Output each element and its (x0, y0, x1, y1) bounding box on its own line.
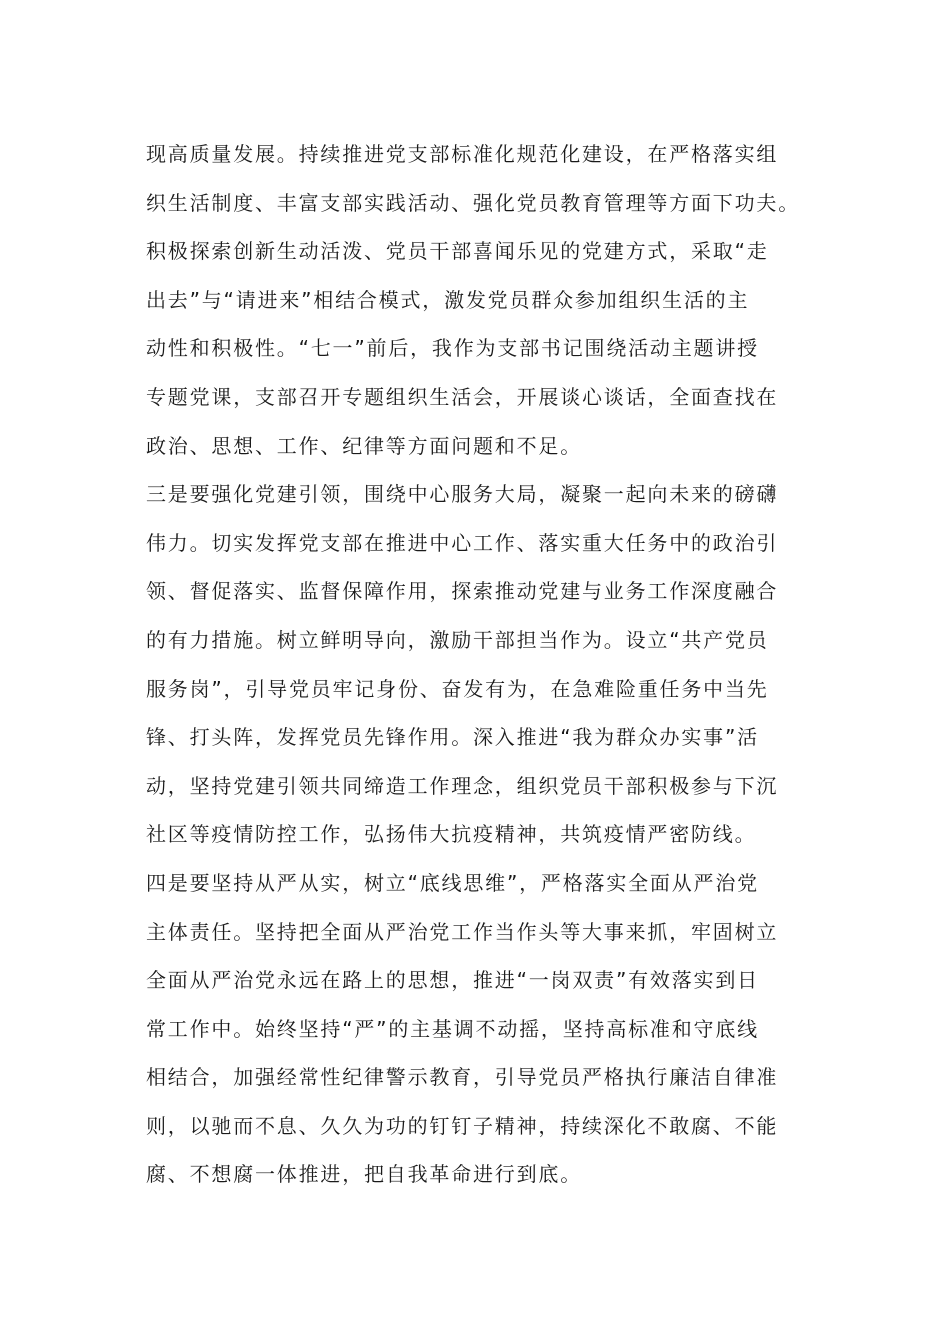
body-text (146, 134, 846, 1203)
text-line: 领、督促落实、监督保障作用，探索推动党建与业务工作深度融合 (146, 579, 779, 604)
text-line: 伟力。切实发挥党支部在推进中心工作、落实重大任务中的政治引 (146, 530, 779, 555)
text-line: 动，坚持党建引领共同缔造工作理念，组织党员干部积极参与下沉 (146, 773, 779, 798)
paragraph-start-line: 三是要强化党建引领，围绕中心服务大局，凝聚一起向未来的磅礴 (146, 482, 779, 507)
paragraph-start-line: 四是要坚持从严从实，树立“底线思维”，严格落实全面从严治党 (146, 870, 759, 895)
text-line: 织生活制度、丰富支部实践活动、强化党员教育管理等方面下功夫。 (146, 190, 800, 215)
text-line: 相结合，加强经常性纪律警示教育，引导党员严格执行廉洁自律准 (146, 1065, 779, 1090)
text-line: 政治、思想、工作、纪律等方面问题和不足。 (146, 433, 582, 458)
text-line: 动性和积极性。“七一”前后，我作为支部书记围绕活动主题讲授 (146, 336, 759, 361)
text-line: 服务岗”，引导党员牢记身份、奋发有为，在急难险重任务中当先 (146, 676, 769, 701)
text-line: 积极探索创新生动活泼、党员干部喜闻乐见的党建方式，采取“走 (146, 239, 769, 264)
text-line: 主体责任。坚持把全面从严治党工作当作头等大事来抓，牢固树立 (146, 919, 779, 944)
text-line: 出去”与“请进来”相结合模式，激发党员群众参加组织生活的主 (146, 287, 750, 312)
text-line: 全面从严治党永远在路上的思想，推进“一岗双责”有效落实到日 (146, 968, 759, 993)
text-line: 常工作中。始终坚持“严”的主基调不动摇，坚持高标准和守底线 (146, 1016, 759, 1041)
text-line: 社区等疫情防控工作，弘扬伟大抗疫精神，共筑疫情严密防线。 (146, 822, 757, 847)
text-line: 现高质量发展。持续推进党支部标准化规范化建设，在严格落实组 (146, 142, 779, 166)
text-line: 腐、不想腐一体推进，把自我革命进行到底。 (146, 1162, 582, 1187)
text-line: 锋、打头阵，发挥党员先锋作用。深入推进“我为群众办实事”活 (146, 725, 759, 750)
text-line: 专题党课，支部召开专题组织生活会，开展谈心谈话，全面查找在 (146, 384, 779, 409)
text-line: 的有力措施。树立鲜明导向，激励干部担当作为。设立“共产党员 (146, 627, 769, 652)
text-line: 则，以驰而不息、久久为功的钉钉子精神，持续深化不敢腐、不能 (146, 1113, 779, 1138)
